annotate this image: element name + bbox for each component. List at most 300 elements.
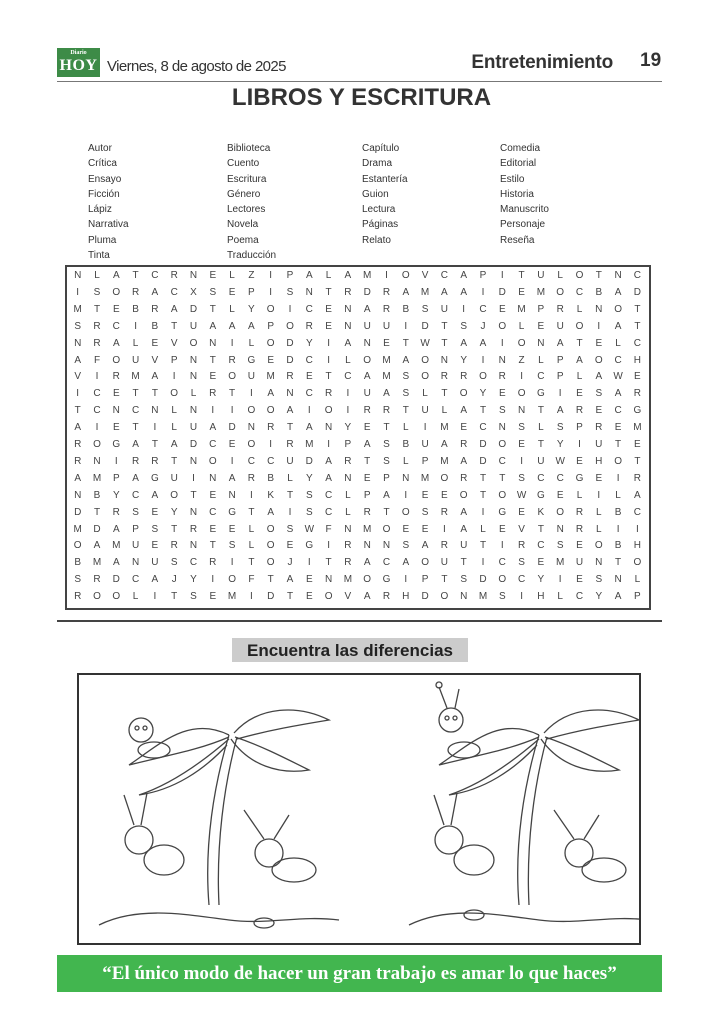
grid-letter: O bbox=[228, 574, 236, 586]
grid-letter: B bbox=[614, 540, 622, 552]
word-search-grid bbox=[65, 265, 651, 610]
grid-letter: R bbox=[305, 320, 313, 332]
grid-letter: I bbox=[230, 405, 234, 417]
grid-letter: U bbox=[575, 557, 584, 569]
grid-letter: I bbox=[269, 439, 273, 450]
grid-letter: K bbox=[267, 489, 275, 501]
grid-letter: T bbox=[171, 523, 178, 535]
grid-letter: R bbox=[267, 422, 275, 434]
grid-letter: I bbox=[269, 286, 273, 298]
grid-letter: E bbox=[595, 337, 603, 349]
grid-letter: O bbox=[421, 371, 429, 383]
grid-letter: I bbox=[481, 286, 485, 298]
grid-letter: O bbox=[93, 439, 101, 450]
grid-letter: E bbox=[634, 439, 641, 450]
grid-letter: L bbox=[403, 455, 409, 467]
grid-letter: O bbox=[401, 270, 410, 281]
grid-letter: A bbox=[363, 557, 371, 569]
grid-letter: T bbox=[286, 422, 294, 434]
grid-letter: E bbox=[402, 523, 410, 535]
grid-letter: A bbox=[325, 472, 332, 484]
grid-letter: E bbox=[537, 320, 545, 332]
grid-letter: O bbox=[575, 270, 584, 281]
grid-letter: S bbox=[518, 422, 525, 434]
grid-letter: T bbox=[171, 320, 178, 332]
grid-letter: C bbox=[556, 472, 564, 484]
grid-letter: O bbox=[575, 320, 584, 332]
grid-letter: T bbox=[209, 303, 216, 315]
grid-letter: R bbox=[74, 591, 82, 603]
grid-letter: O bbox=[556, 506, 565, 518]
grid-letter: I bbox=[520, 455, 523, 467]
grid-letter: O bbox=[401, 506, 410, 518]
grid-letter: R bbox=[93, 574, 101, 586]
grid-letter: I bbox=[346, 405, 350, 417]
grid-letter: S bbox=[305, 506, 313, 518]
grid-letter: S bbox=[421, 303, 429, 315]
grid-letter: S bbox=[190, 591, 197, 603]
grid-letter: C bbox=[633, 270, 641, 281]
grid-letter: C bbox=[93, 388, 101, 400]
grid-letter: Y bbox=[170, 506, 178, 518]
grid-letter: L bbox=[596, 523, 602, 535]
grid-letter: E bbox=[518, 286, 525, 298]
grid-letter: T bbox=[479, 405, 487, 417]
grid-letter: B bbox=[402, 439, 410, 450]
grid-letter: T bbox=[364, 455, 371, 467]
grid-letter: Z bbox=[518, 354, 525, 366]
grid-letter: S bbox=[286, 286, 294, 298]
grid-letter: T bbox=[325, 557, 332, 569]
grid-letter: E bbox=[325, 320, 332, 332]
grid-letter: U bbox=[382, 320, 391, 332]
grid-letter: N bbox=[440, 354, 448, 366]
grid-letter: A bbox=[74, 354, 82, 366]
grid-letter: A bbox=[383, 489, 390, 501]
word-list-item: Lectores bbox=[227, 204, 266, 216]
grid-letter: R bbox=[633, 388, 641, 400]
grid-letter: O bbox=[324, 405, 333, 417]
grid-letter: A bbox=[151, 489, 159, 501]
grid-letter: T bbox=[190, 489, 197, 501]
grid-letter: R bbox=[170, 270, 178, 281]
grid-letter: H bbox=[537, 591, 545, 603]
grid-letter: U bbox=[421, 439, 429, 450]
grid-letter: P bbox=[421, 574, 429, 586]
grid-letter: C bbox=[498, 557, 506, 569]
grid-letter: D bbox=[228, 422, 236, 434]
grid-letter: U bbox=[595, 439, 603, 450]
grid-letter: T bbox=[441, 388, 448, 400]
grid-letter: O bbox=[382, 523, 391, 535]
grid-letter: E bbox=[209, 523, 217, 535]
grid-letter: A bbox=[634, 489, 641, 501]
grid-letter: S bbox=[286, 523, 294, 535]
grid-letter: N bbox=[614, 270, 622, 281]
grid-letter: I bbox=[346, 388, 350, 400]
grid-letter: T bbox=[441, 320, 448, 332]
grid-letter: R bbox=[74, 455, 82, 467]
grid-letter: A bbox=[460, 337, 468, 349]
grid-letter: E bbox=[151, 540, 159, 552]
logo-big-text: HOY bbox=[59, 57, 98, 74]
grid-letter: Y bbox=[305, 337, 313, 349]
grid-letter: O bbox=[498, 439, 507, 450]
grid-letter: E bbox=[421, 489, 429, 501]
grid-letter: N bbox=[363, 540, 371, 552]
grid-letter: A bbox=[344, 270, 352, 281]
grid-letter: M bbox=[556, 557, 565, 569]
grid-letter: I bbox=[327, 439, 330, 450]
grid-letter: O bbox=[517, 337, 526, 349]
grid-letter: A bbox=[248, 320, 255, 332]
grid-letter: O bbox=[170, 489, 179, 501]
grid-letter: E bbox=[576, 574, 583, 586]
grid-letter: S bbox=[421, 506, 429, 518]
grid-letter: R bbox=[382, 286, 391, 298]
grid-letter: R bbox=[460, 439, 468, 450]
grid-letter: N bbox=[189, 506, 198, 518]
grid-letter: A bbox=[132, 439, 139, 450]
grid-letter: O bbox=[266, 405, 275, 417]
grid-letter: T bbox=[576, 337, 583, 349]
grid-letter: Y bbox=[595, 591, 603, 603]
grid-letter: A bbox=[402, 557, 410, 569]
grid-letter: I bbox=[500, 540, 504, 552]
grid-letter: S bbox=[498, 405, 506, 417]
grid-letter: R bbox=[344, 557, 352, 569]
grid-letter: I bbox=[192, 472, 195, 484]
grid-letter: E bbox=[325, 303, 332, 315]
grid-letter: O bbox=[73, 540, 82, 552]
grid-letter: I bbox=[500, 337, 504, 349]
grid-letter: O bbox=[228, 371, 236, 383]
grid-letter: S bbox=[402, 388, 410, 400]
grid-letter: R bbox=[324, 388, 333, 400]
grid-letter: R bbox=[209, 557, 217, 569]
grid-letter: N bbox=[247, 422, 255, 434]
grid-letter: U bbox=[537, 270, 545, 281]
grid-letter: G bbox=[575, 472, 584, 484]
grid-letter: C bbox=[440, 270, 448, 281]
grid-letter: T bbox=[537, 405, 544, 417]
grid-letter: S bbox=[74, 320, 82, 332]
grid-letter: C bbox=[247, 455, 255, 467]
word-list-item: Ensayo bbox=[88, 173, 122, 185]
grid-letter: I bbox=[462, 303, 466, 315]
grid-letter: I bbox=[520, 591, 523, 603]
grid-letter: S bbox=[209, 286, 217, 298]
grid-letter: G bbox=[633, 405, 642, 417]
grid-letter: O bbox=[247, 439, 256, 450]
grid-letter: O bbox=[247, 405, 256, 417]
grid-letter: B bbox=[614, 506, 622, 518]
grid-letter: I bbox=[153, 591, 157, 603]
quote-banner: “El único modo de hacer un gran trabajo es amar lo que haces” bbox=[57, 955, 662, 992]
grid-letter: N bbox=[74, 337, 82, 349]
grid-letter: T bbox=[325, 371, 332, 383]
grid-letter: E bbox=[363, 422, 371, 434]
grid-letter: O bbox=[517, 388, 526, 400]
grid-letter: V bbox=[421, 270, 429, 281]
grid-letter: O bbox=[286, 320, 294, 332]
grid-letter: M bbox=[73, 303, 82, 315]
grid-letter: E bbox=[614, 422, 622, 434]
grid-letter: S bbox=[595, 388, 603, 400]
grid-letter: N bbox=[209, 472, 217, 484]
grid-letter: L bbox=[248, 523, 255, 535]
grid-letter: A bbox=[112, 523, 120, 535]
grid-letter: E bbox=[518, 506, 525, 518]
differences-title: Encuentra las diferencias bbox=[232, 638, 468, 662]
grid-letter: O bbox=[112, 354, 121, 366]
grid-letter: A bbox=[228, 320, 236, 332]
grid-letter: I bbox=[230, 455, 234, 467]
word-list-item: Novela bbox=[227, 219, 259, 231]
grid-letter: R bbox=[460, 371, 468, 383]
word-list-item: Poema bbox=[227, 234, 259, 246]
grid-letter: U bbox=[537, 455, 545, 467]
grid-letter: V bbox=[74, 371, 82, 383]
section-name: Entretenimiento bbox=[471, 52, 613, 73]
grid-letter: V bbox=[518, 523, 525, 535]
grid-letter: S bbox=[556, 422, 564, 434]
grid-letter: C bbox=[324, 489, 333, 501]
grid-letter: R bbox=[228, 354, 236, 366]
grid-letter: C bbox=[324, 506, 333, 518]
grid-letter: U bbox=[460, 540, 468, 552]
grid-letter: I bbox=[95, 371, 99, 383]
grid-letter: P bbox=[132, 523, 139, 535]
grid-letter: N bbox=[286, 388, 294, 400]
grid-letter: C bbox=[305, 303, 313, 315]
grid-letter: L bbox=[132, 591, 139, 603]
grid-letter: V bbox=[170, 337, 178, 349]
grid-letter: T bbox=[151, 439, 158, 450]
grid-letter: A bbox=[363, 371, 371, 383]
grid-letter: P bbox=[363, 489, 371, 501]
grid-letter: I bbox=[404, 489, 408, 501]
grid-letter: F bbox=[248, 574, 255, 586]
grid-letter: H bbox=[595, 455, 603, 467]
grid-letter: S bbox=[93, 286, 101, 298]
word-list-item: Escritura bbox=[227, 173, 267, 185]
grid-letter: I bbox=[288, 506, 292, 518]
grid-letter: N bbox=[112, 405, 120, 417]
grid-letter: G bbox=[382, 574, 391, 586]
word-list-item: Comedia bbox=[500, 143, 541, 154]
grid-letter: T bbox=[132, 388, 139, 400]
grid-letter: A bbox=[344, 337, 352, 349]
grid-letter: E bbox=[537, 557, 545, 569]
grid-letter: E bbox=[209, 270, 217, 281]
grid-letter: S bbox=[518, 472, 525, 484]
grid-letter: L bbox=[345, 354, 351, 366]
grid-letter: I bbox=[76, 286, 80, 298]
grid-letter: A bbox=[595, 371, 603, 383]
grid-letter: E bbox=[209, 489, 217, 501]
word-list-column bbox=[227, 141, 276, 263]
grid-letter: N bbox=[93, 455, 101, 467]
grid-letter: Y bbox=[190, 574, 197, 586]
grid-letter: W bbox=[516, 489, 527, 501]
grid-letter: S bbox=[460, 320, 468, 332]
grid-letter: R bbox=[460, 472, 468, 484]
grid-letter: N bbox=[498, 354, 506, 366]
grid-letter: D bbox=[421, 591, 429, 603]
grid-letter: N bbox=[189, 540, 198, 552]
grid-letter: Y bbox=[556, 439, 564, 450]
grid-letter: T bbox=[479, 472, 487, 484]
grid-letter: E bbox=[518, 439, 525, 450]
grid-letter: R bbox=[556, 303, 564, 315]
grid-letter: C bbox=[537, 472, 545, 484]
grid-letter: U bbox=[421, 405, 429, 417]
grid-letter: E bbox=[305, 371, 313, 383]
grid-letter: T bbox=[132, 422, 139, 434]
grid-letter: I bbox=[597, 489, 601, 501]
grid-letter: N bbox=[614, 574, 622, 586]
grid-letter: L bbox=[229, 303, 235, 315]
word-list-item: Narrativa bbox=[88, 219, 129, 231]
grid-letter: U bbox=[170, 472, 178, 484]
grid-letter: D bbox=[479, 455, 487, 467]
grid-letter: S bbox=[170, 557, 178, 569]
grid-letter: A bbox=[170, 439, 178, 450]
grid-letter: P bbox=[248, 286, 255, 298]
grid-letter: E bbox=[228, 523, 236, 535]
grid-letter: G bbox=[536, 388, 545, 400]
word-list-item: Traducción bbox=[227, 250, 277, 262]
grid-letter: I bbox=[616, 472, 620, 484]
grid-letter: P bbox=[170, 354, 178, 366]
grid-letter: A bbox=[460, 405, 468, 417]
page-title: LIBROS Y ESCRITURA bbox=[231, 84, 492, 111]
grid-letter: N bbox=[402, 472, 410, 484]
grid-letter: N bbox=[189, 455, 198, 467]
grid-letter: D bbox=[286, 354, 294, 366]
grid-letter: F bbox=[325, 523, 332, 535]
grid-letter: O bbox=[556, 286, 565, 298]
grid-letter: G bbox=[498, 506, 507, 518]
grid-letter: I bbox=[404, 574, 408, 586]
grid-letter: A bbox=[74, 422, 82, 434]
grid-letter: I bbox=[500, 270, 504, 281]
grid-letter: E bbox=[576, 388, 583, 400]
grid-letter: L bbox=[634, 574, 641, 586]
grid-letter: S bbox=[74, 574, 82, 586]
grid-letter: O bbox=[170, 388, 179, 400]
word-list-item: Lápiz bbox=[88, 204, 112, 216]
grid-letter: T bbox=[460, 557, 467, 569]
grid-letter: P bbox=[556, 371, 564, 383]
grid-letter: G bbox=[305, 540, 314, 552]
grid-letter: C bbox=[479, 303, 487, 315]
grid-letter: U bbox=[247, 371, 255, 383]
grid-letter: A bbox=[209, 422, 217, 434]
grid-letter: L bbox=[538, 422, 544, 434]
grid-letter: O bbox=[440, 472, 449, 484]
grid-letter: I bbox=[404, 320, 408, 332]
grid-letter: U bbox=[363, 320, 371, 332]
grid-letter: L bbox=[94, 270, 100, 281]
grid-letter: N bbox=[189, 371, 198, 383]
grid-letter: C bbox=[614, 405, 622, 417]
grid-letter: T bbox=[93, 506, 101, 518]
grid-letter: A bbox=[402, 354, 410, 366]
grid-letter: T bbox=[499, 472, 506, 484]
grid-letter: I bbox=[327, 540, 330, 552]
grid-letter: C bbox=[382, 557, 391, 569]
grid-letter: A bbox=[170, 303, 178, 315]
grid-letter: N bbox=[344, 472, 352, 484]
grid-letter: L bbox=[229, 270, 235, 281]
grid-letter: Y bbox=[248, 303, 255, 315]
grid-letter: S bbox=[460, 574, 468, 586]
grid-letter: B bbox=[74, 557, 82, 569]
grid-letter: A bbox=[112, 557, 120, 569]
grid-letter: N bbox=[595, 303, 603, 315]
grid-letter: G bbox=[112, 439, 121, 450]
grid-letter: U bbox=[189, 422, 198, 434]
grid-letter: Y bbox=[344, 422, 352, 434]
grid-letter: C bbox=[537, 540, 545, 552]
grid-letter: O bbox=[266, 523, 275, 535]
grid-letter: U bbox=[131, 540, 140, 552]
grid-letter: D bbox=[305, 455, 313, 467]
grid-letter: I bbox=[307, 405, 311, 417]
grid-letter: C bbox=[575, 286, 584, 298]
grid-letter: R bbox=[575, 405, 584, 417]
grid-letter: M bbox=[92, 472, 102, 484]
grid-letter: U bbox=[151, 557, 159, 569]
grid-letter: R bbox=[286, 371, 294, 383]
grid-letter: C bbox=[614, 354, 622, 366]
grid-letter: L bbox=[518, 320, 525, 332]
header-divider bbox=[57, 81, 662, 82]
grid-letter: C bbox=[344, 371, 352, 383]
grid-letter: M bbox=[517, 303, 526, 315]
grid-letter: S bbox=[402, 371, 410, 383]
grid-letter: L bbox=[403, 422, 409, 434]
grid-letter: Y bbox=[305, 472, 313, 484]
grid-letter: T bbox=[634, 320, 641, 332]
grid-letter: A bbox=[363, 591, 371, 603]
grid-letter: L bbox=[248, 337, 255, 349]
grid-letter: M bbox=[382, 354, 391, 366]
grid-letter: C bbox=[112, 320, 120, 332]
grid-letter: L bbox=[441, 405, 448, 417]
grid-letter: O bbox=[266, 557, 275, 569]
grid-letter: I bbox=[249, 489, 253, 501]
grid-letter: M bbox=[478, 591, 488, 603]
word-list-item: Lectura bbox=[362, 204, 396, 216]
grid-letter: M bbox=[420, 472, 430, 484]
grid-letter: A bbox=[402, 286, 410, 298]
grid-letter: R bbox=[93, 337, 101, 349]
grid-letter: I bbox=[327, 337, 330, 349]
grid-letter: O bbox=[266, 303, 275, 315]
grid-letter: A bbox=[460, 270, 468, 281]
grid-letter: P bbox=[267, 320, 275, 332]
grid-letter: T bbox=[267, 574, 274, 586]
grid-letter: O bbox=[189, 337, 198, 349]
grid-letter: T bbox=[402, 337, 409, 349]
grid-letter: E bbox=[305, 574, 313, 586]
grid-letter: J bbox=[171, 574, 177, 586]
grid-letter: N bbox=[131, 557, 140, 569]
grid-letter: I bbox=[134, 320, 137, 332]
